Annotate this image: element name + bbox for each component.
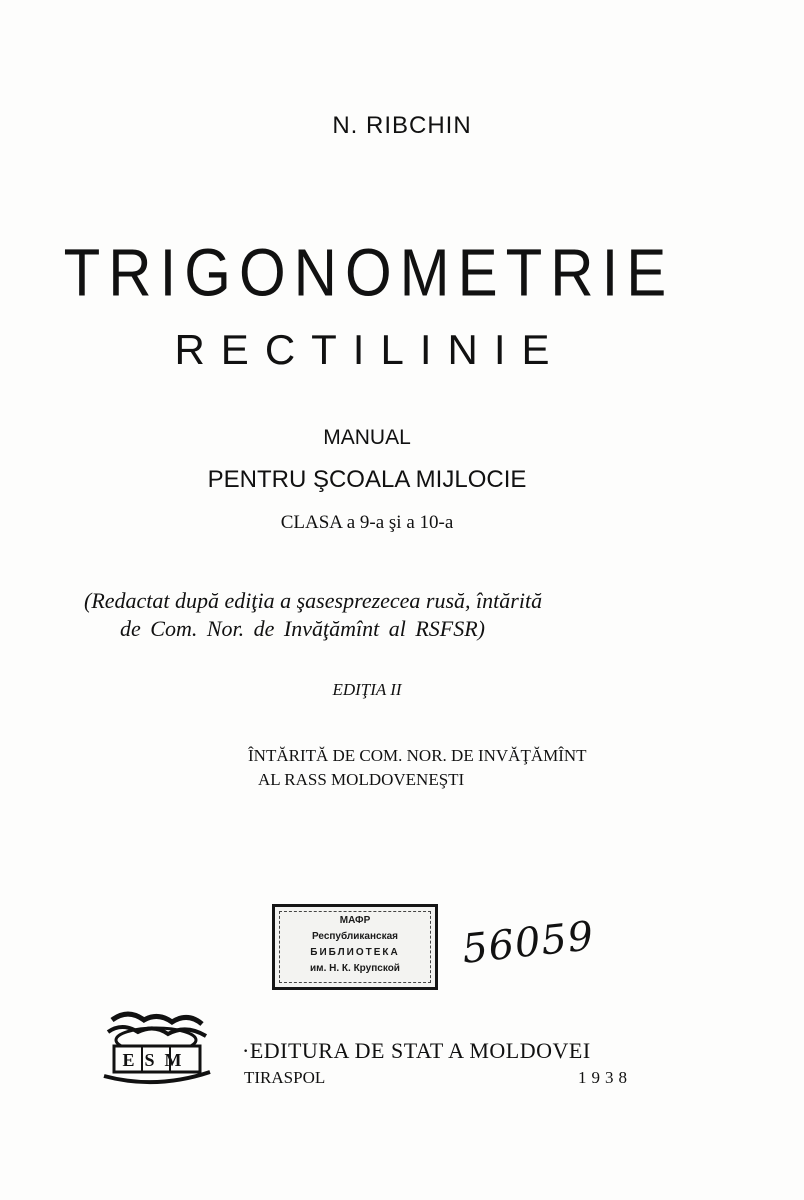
redaction-note-line2: de Com. Nor. de Invăţămînt al RSFSR) (120, 616, 485, 641)
book-subtitle: RECTILINIE (174, 326, 566, 373)
stamp-line3: БИБЛИОТЕКА (310, 947, 400, 958)
redaction-note-line1: (Redactat după ediţia a şasesprezecea rusă, întărită (84, 588, 543, 613)
approval-line1: ÎNTĂRITĂ DE COM. NOR. DE INVĂŢĂMÎNT (248, 746, 587, 765)
publication-city: TIRASPOL (244, 1068, 326, 1087)
publisher-name: ·EDITURA DE STAT A MOLDOVEI (242, 1038, 591, 1063)
library-stamp (272, 904, 438, 990)
publisher-logo-icon (98, 1010, 214, 1088)
stamp-line4: им. Н. К. Крупской (310, 963, 400, 974)
stamp-line2: Республиканская (311, 931, 398, 942)
handwritten-inventory-number: 56059 (459, 913, 597, 973)
edition-label: EDIŢIA II (332, 680, 402, 699)
grade-label: CLASA a 9-a şi a 10-a (280, 512, 454, 533)
author-name: N. RIBCHIN (332, 112, 472, 139)
stamp-line1: МАФР (339, 915, 371, 926)
manual-label: MANUAL (323, 426, 411, 449)
logo-text: ESM (122, 1050, 192, 1070)
publication-year: 1938 (578, 1068, 632, 1087)
book-title: TRIGONOMETRIE (63, 234, 675, 311)
approval-line2: AL RASS MOLDOVENEŞTI (258, 770, 465, 789)
school-label: PENTRU ŞCOALA MIJLOCIE (207, 466, 527, 493)
